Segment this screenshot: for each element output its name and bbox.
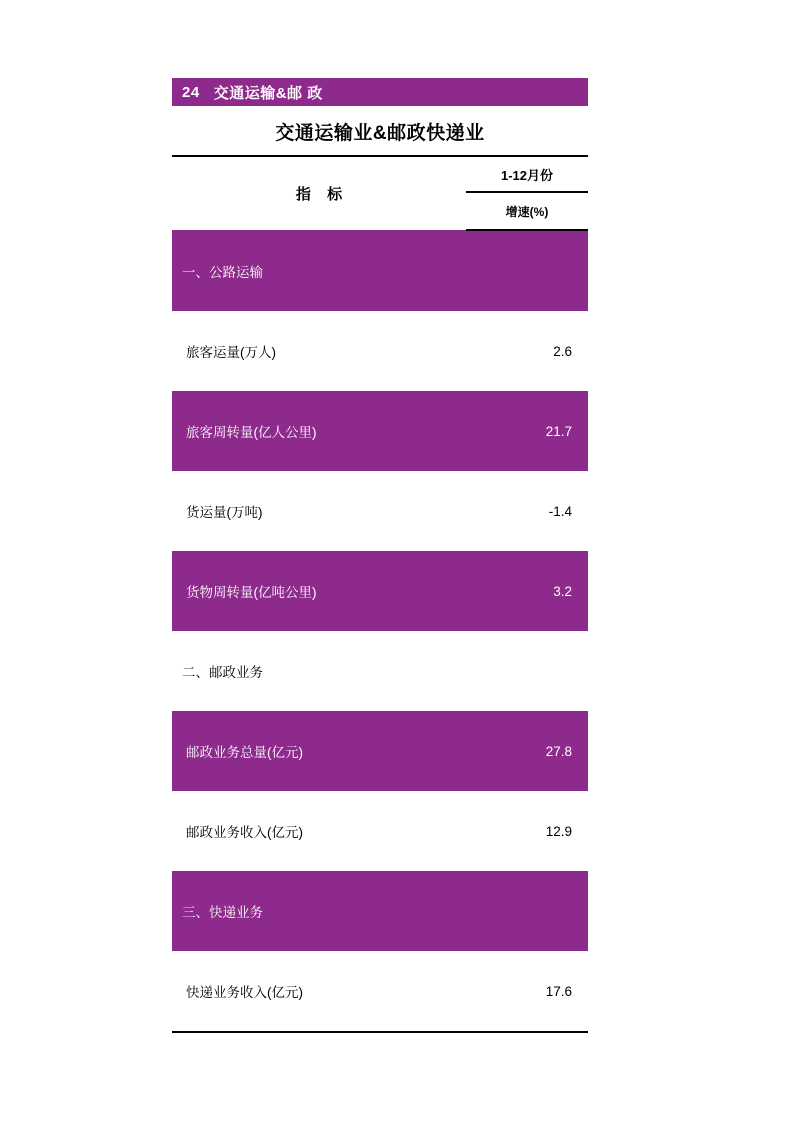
page-title: 交通运输业&邮政快递业 — [275, 123, 485, 144]
row-label: 货物周转量(亿吨公里) — [172, 551, 466, 631]
table-row — [172, 551, 588, 631]
table-row — [172, 471, 588, 551]
row-value: 12.9 — [466, 791, 588, 871]
table-row — [172, 631, 588, 711]
row-value: 2.6 — [466, 311, 588, 391]
table-row — [172, 791, 588, 871]
column-header-period: 1-12月份 — [466, 156, 588, 192]
table-row — [172, 311, 588, 391]
table-row — [172, 391, 588, 471]
row-value: 3.2 — [466, 551, 588, 631]
row-label: 一、公路运输 — [172, 230, 466, 311]
table-header-row-1 — [172, 156, 588, 192]
row-label: 旅客运量(万人) — [172, 311, 466, 391]
row-value: -1.4 — [466, 471, 588, 551]
row-value — [466, 871, 588, 951]
section-number: 24 — [182, 83, 200, 101]
row-label: 邮政业务总量(亿元) — [172, 711, 466, 791]
column-header-indicator: 指 标 — [172, 156, 466, 230]
row-label: 快递业务收入(亿元) — [172, 951, 466, 1032]
table-bottom-rule — [172, 1032, 588, 1033]
row-label: 货运量(万吨) — [172, 471, 466, 551]
row-value — [466, 230, 588, 311]
row-label: 旅客周转量(亿人公里) — [172, 391, 466, 471]
row-label: 邮政业务收入(亿元) — [172, 791, 466, 871]
row-value — [466, 631, 588, 711]
table-row — [172, 711, 588, 791]
row-label: 三、快递业务 — [172, 871, 466, 951]
table-row — [172, 951, 588, 1032]
row-value: 21.7 — [466, 391, 588, 471]
row-label: 二、邮政业务 — [172, 631, 466, 711]
section-title: 交通运输&邮 政 — [213, 84, 323, 102]
document-page — [172, 78, 588, 1033]
row-value: 17.6 — [466, 951, 588, 1032]
row-value: 27.8 — [466, 711, 588, 791]
table-body — [172, 156, 588, 1033]
section-header-band — [172, 78, 588, 106]
statistics-table — [172, 155, 588, 1033]
column-header-unit: 增速(%) — [466, 192, 588, 230]
table-row — [172, 871, 588, 951]
table-row — [172, 230, 588, 311]
